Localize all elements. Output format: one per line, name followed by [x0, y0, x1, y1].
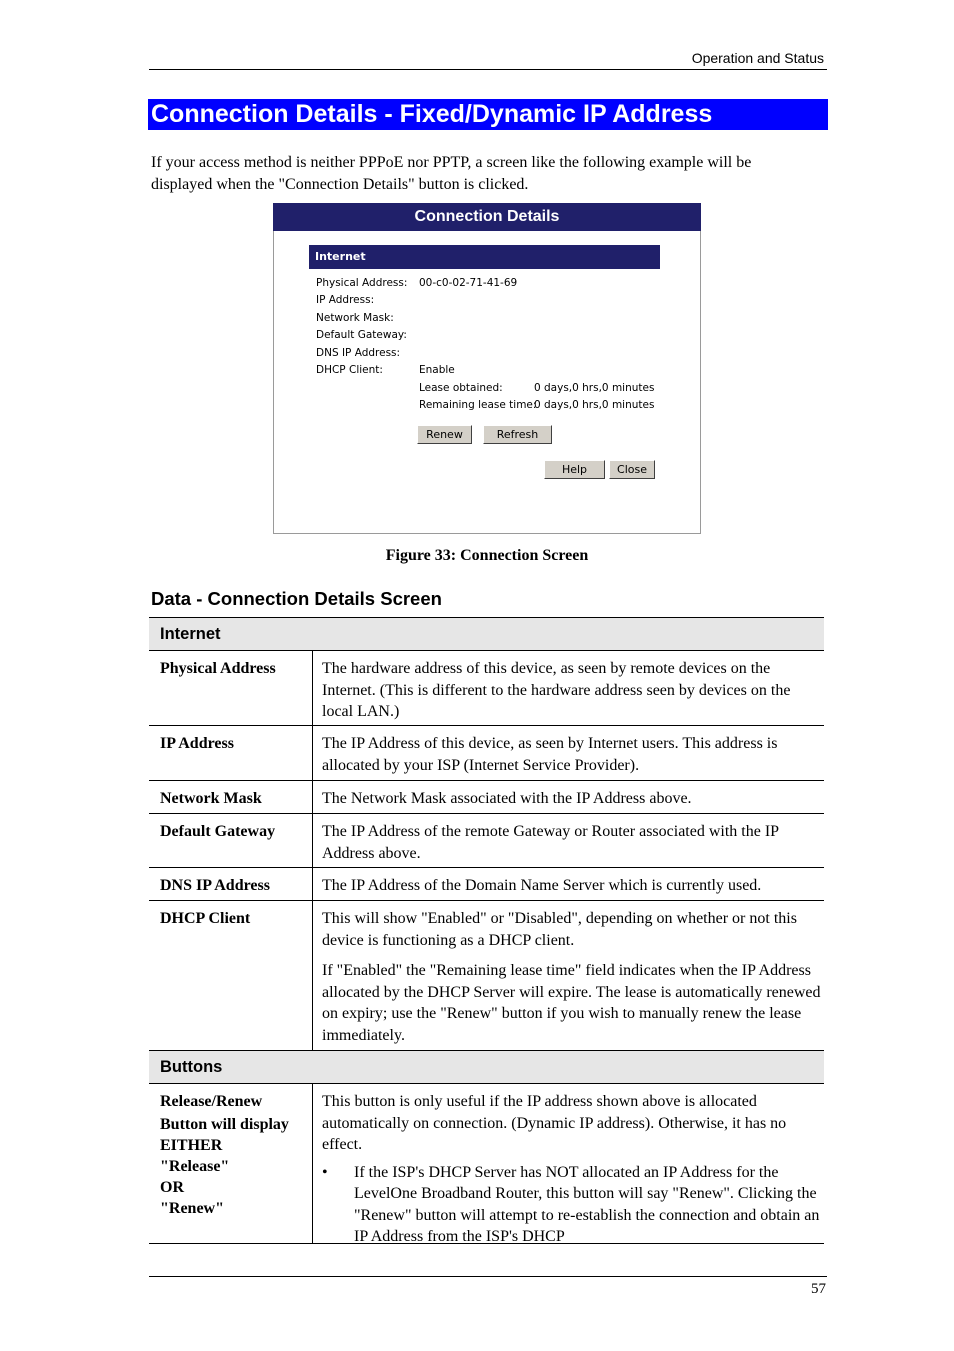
row-term: Network Mask	[160, 790, 262, 807]
table-row	[149, 901, 824, 1051]
row-desc: The hardware address of this device, as seen by remote devices on the Internet. (This is different to the hardware address seen by devices on the local LAN.)	[322, 660, 791, 720]
bullet-icon: •	[322, 1163, 328, 1181]
intro-paragraph: If your access method is neither PPPoE nor PPTP, a screen like the following example will be displayed when the "Connection Details" button is clicked.	[151, 154, 752, 193]
lease-remaining-value: 0 days,0 hrs,0 minutes	[534, 399, 655, 411]
refresh-button[interactable]: Refresh	[483, 425, 552, 444]
field-label-physical-address: Physical Address:	[316, 277, 408, 289]
row-desc: The Network Mask associated with the IP Address above.	[322, 790, 692, 807]
row-desc-para: This button is only useful if the IP address shown above is allocated automatically on connection. (Dynamic IP address). Otherwise, it has no effect.	[322, 1093, 787, 1153]
running-header: Operation and Status	[691, 50, 824, 66]
lease-obtained-value: 0 days,0 hrs,0 minutes	[534, 382, 655, 394]
row-term: IP Address	[160, 735, 234, 752]
footer-rule	[149, 1276, 827, 1277]
renew-button[interactable]: Renew	[417, 425, 472, 444]
release-sub: "Release"	[160, 1158, 230, 1175]
lease-obtained-label: Lease obtained:	[419, 382, 503, 394]
row-desc-para: This will show "Enabled" or "Disabled", depending on whether or not this device is functioning as a DHCP client.	[322, 910, 797, 949]
row-desc: The IP Address of the remote Gateway or Router associated with the IP Address above.	[322, 823, 779, 862]
release-sub: OR	[160, 1179, 184, 1196]
column-divider	[312, 1084, 313, 1244]
table-row	[149, 781, 824, 814]
field-label-default-gateway: Default Gateway:	[316, 329, 407, 341]
bullet-item	[322, 1162, 822, 1248]
table-group-internet: Internet	[149, 617, 824, 651]
help-button[interactable]: Help	[544, 460, 605, 479]
row-desc: The IP Address of this device, as seen by Internet users. This address is allocated by your ISP (Internet Service Provider).	[322, 735, 778, 774]
screenshot-section-internet: Internet	[309, 245, 660, 269]
column-divider	[312, 651, 313, 1051]
section-heading: Data - Connection Details Screen	[151, 588, 442, 609]
connection-details-screenshot	[273, 203, 701, 534]
field-value-dhcp-client: Enable	[419, 364, 455, 376]
screenshot-title: Connection Details	[273, 203, 701, 231]
table-row	[149, 651, 824, 726]
bullet-text: If the ISP's DHCP Server has NOT allocated an IP Address for the LevelOne Broadband Router, this button will say "Renew". Clicking the "Renew" button will attempt to re-establish the connection and obtain an IP Address from the ISP's DHCP	[354, 1163, 820, 1245]
release-sub: EITHER	[160, 1137, 223, 1154]
row-term: DHCP Client	[160, 910, 251, 927]
release-sub: Button will display	[160, 1116, 289, 1133]
row-desc: The IP Address of the Domain Name Server which is currently used.	[322, 877, 762, 894]
row-term: Physical Address	[160, 660, 276, 677]
header-rule	[149, 69, 827, 70]
table-group-buttons: Buttons	[149, 1050, 824, 1084]
row-desc-para: If "Enabled" the "Remaining lease time" field indicates when the IP Address allocated by the DHCP Server will expire. The lease is automatically renewed on expiry; use the "Renew" button if you wish to manually renew the lease immediately.	[322, 962, 821, 1044]
table-row	[149, 1084, 824, 1244]
row-term	[160, 1091, 310, 1219]
row-term: Default Gateway	[160, 823, 276, 840]
close-button[interactable]: Close	[609, 460, 655, 479]
field-label-ip-address: IP Address:	[316, 294, 375, 306]
row-desc	[322, 1091, 822, 1248]
release-term: Release/Renew	[160, 1093, 263, 1110]
lease-remaining-label: Remaining lease time:	[419, 399, 537, 411]
table-row	[149, 726, 824, 781]
row-desc	[322, 908, 822, 1046]
release-sub: "Renew"	[160, 1200, 224, 1217]
figure-caption: Figure 33: Connection Screen	[385, 547, 589, 564]
page-title: Connection Details - Fixed/Dynamic IP Address	[148, 99, 828, 130]
row-term: DNS IP Address	[160, 877, 270, 894]
table-row	[149, 868, 824, 901]
field-label-network-mask: Network Mask:	[316, 312, 394, 324]
field-label-dns-ip-address: DNS IP Address:	[316, 347, 401, 359]
field-label-dhcp-client: DHCP Client:	[316, 364, 383, 376]
table-row	[149, 814, 824, 868]
field-value-physical-address: 00-c0-02-71-41-69	[419, 277, 518, 289]
page-number: 57	[811, 1281, 826, 1297]
